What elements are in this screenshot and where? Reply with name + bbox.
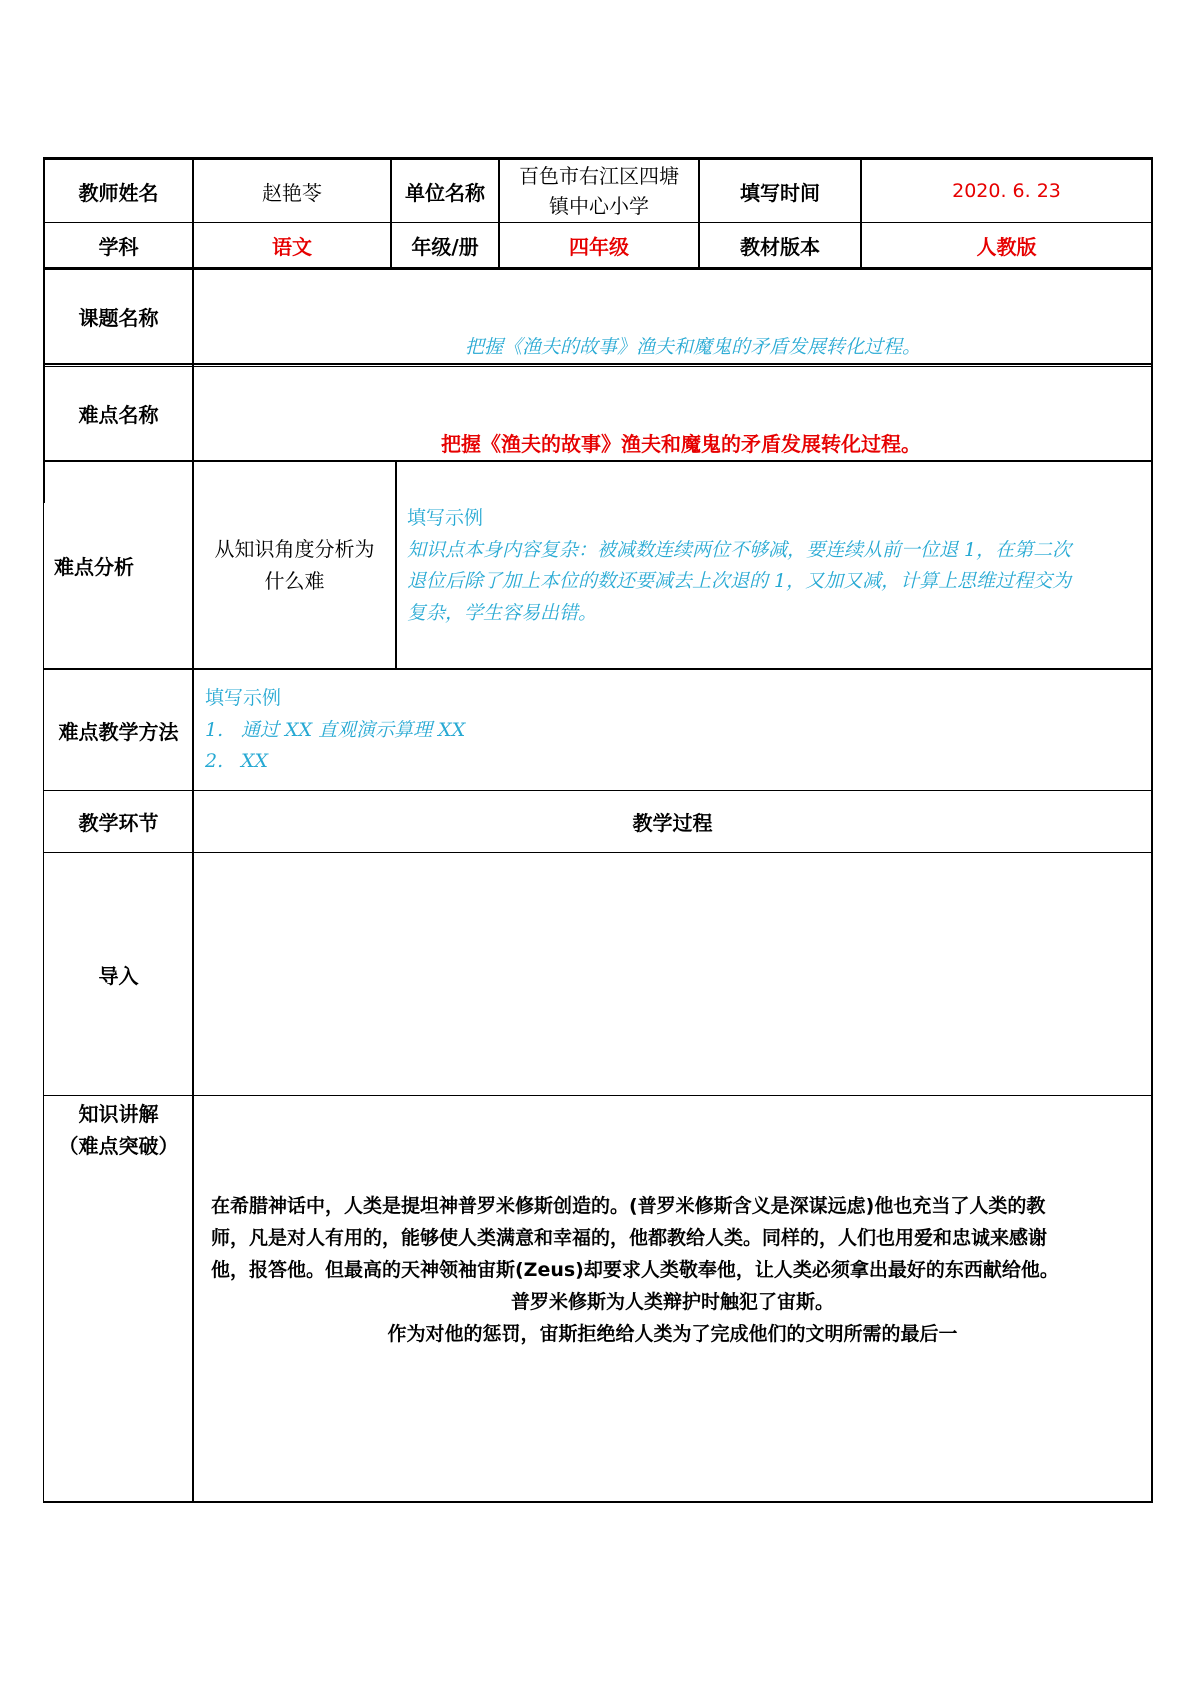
intro-label: 导入 bbox=[98, 963, 139, 988]
method-item bbox=[205, 715, 1105, 747]
fill-date-label: 填写时间 bbox=[740, 180, 820, 205]
analysis-sub-label-line: 从知识角度分析为 bbox=[214, 537, 375, 561]
analysis-example bbox=[407, 503, 1147, 629]
method-item-text: 通过 XX 直观演示算理 XX bbox=[241, 718, 466, 741]
teaching-stage-label: 教学环节 bbox=[78, 811, 159, 835]
row-divider bbox=[43, 1095, 1153, 1096]
analysis-example-line: 复杂，学生容易出错。 bbox=[407, 601, 598, 624]
analysis-example-line: 知识点本身内容复杂：被减数连续两位不够减，要连续从前一位退 1，在第二次 bbox=[407, 538, 1072, 561]
teacher-name-label: 教师姓名 bbox=[78, 180, 159, 205]
table-border-bottom bbox=[43, 1501, 1153, 1503]
method-item-number: 2. bbox=[205, 750, 224, 772]
row-divider bbox=[43, 460, 1153, 462]
method-example bbox=[205, 683, 1105, 778]
knowledge-content bbox=[194, 1190, 1151, 1350]
analysis-example-title: 填写示例 bbox=[407, 507, 484, 529]
knowledge-label-line: 知识讲解 bbox=[78, 1102, 159, 1126]
analysis-label: 难点分析 bbox=[54, 554, 134, 579]
method-label: 难点教学方法 bbox=[58, 719, 179, 744]
method-item-number: 1. bbox=[205, 718, 224, 741]
subject-value: 语文 bbox=[272, 234, 312, 259]
analysis-sub-label bbox=[194, 530, 395, 600]
unit-name-label: 单位名称 bbox=[405, 180, 485, 205]
topic-label: 课题名称 bbox=[78, 306, 159, 330]
grade-label: 年级/册 bbox=[411, 234, 479, 259]
method-example-title: 填写示例 bbox=[205, 687, 282, 709]
knowledge-paragraph-line: 在希腊神话中，人类是提坦神普罗米修斯创造的。(普罗米修斯含义是深谋远虑)他也充当了人类的教 bbox=[211, 1195, 1046, 1217]
method-item bbox=[205, 746, 1105, 778]
fill-date-value: 2020. 6. 23 bbox=[952, 180, 1061, 202]
unit-name-line: 百色市右江区四塘 bbox=[519, 164, 679, 188]
row-divider bbox=[43, 668, 1153, 670]
knowledge-paragraph-line: 普罗米修斯为人类辩护时触犯了宙斯。 bbox=[510, 1291, 834, 1313]
subject-label: 学科 bbox=[98, 234, 139, 259]
teaching-process-label: 教学过程 bbox=[632, 811, 713, 835]
unit-name-value bbox=[500, 160, 698, 222]
analysis-column-divider bbox=[395, 460, 397, 670]
edition-value: 人教版 bbox=[976, 234, 1037, 259]
knowledge-label-line: （难点突破） bbox=[58, 1134, 179, 1158]
intro-content bbox=[194, 853, 1151, 1095]
topic-value: 把握《渔夫的故事》渔夫和魔鬼的矛盾发展转化过程。 bbox=[464, 335, 921, 358]
edition-label: 教材版本 bbox=[740, 234, 820, 259]
difficulty-value: 把握《渔夫的故事》渔夫和魔鬼的矛盾发展转化过程。 bbox=[441, 431, 921, 456]
knowledge-paragraph-line: 他，报答他。但最高的天神领袖宙斯(Zeus)却要求人类敬奉他，让人类必须拿出最好的东西献给他。 bbox=[211, 1259, 1059, 1281]
knowledge-paragraph-line: 作为对他的惩罚，宙斯拒绝给人类为了完成他们的文明所需的最后一 bbox=[387, 1323, 958, 1345]
unit-name-line: 镇中心小学 bbox=[549, 194, 649, 218]
table-border-right bbox=[1151, 157, 1153, 1503]
analysis-example-line: 退位后除了加上本位的数还要减去上次退的 1，又加又减，计算上思维过程交为 bbox=[407, 570, 1072, 592]
row-divider bbox=[43, 267, 1153, 270]
table-border-left bbox=[43, 460, 44, 1503]
teacher-name-value: 赵艳苓 bbox=[262, 180, 322, 205]
knowledge-label bbox=[45, 1098, 192, 1162]
analysis-sub-label-line: 什么难 bbox=[264, 569, 325, 593]
difficulty-label: 难点名称 bbox=[78, 403, 159, 427]
knowledge-paragraph-line: 师，凡是对人有用的，能够使人类满意和幸福的，他都教给人类。同样的，人们也用爱和忠诚来感谢 bbox=[211, 1227, 1048, 1249]
grade-value: 四年级 bbox=[569, 234, 629, 259]
method-item-text: XX bbox=[241, 750, 269, 772]
row-divider bbox=[43, 363, 1153, 365]
row-divider bbox=[43, 366, 1153, 367]
